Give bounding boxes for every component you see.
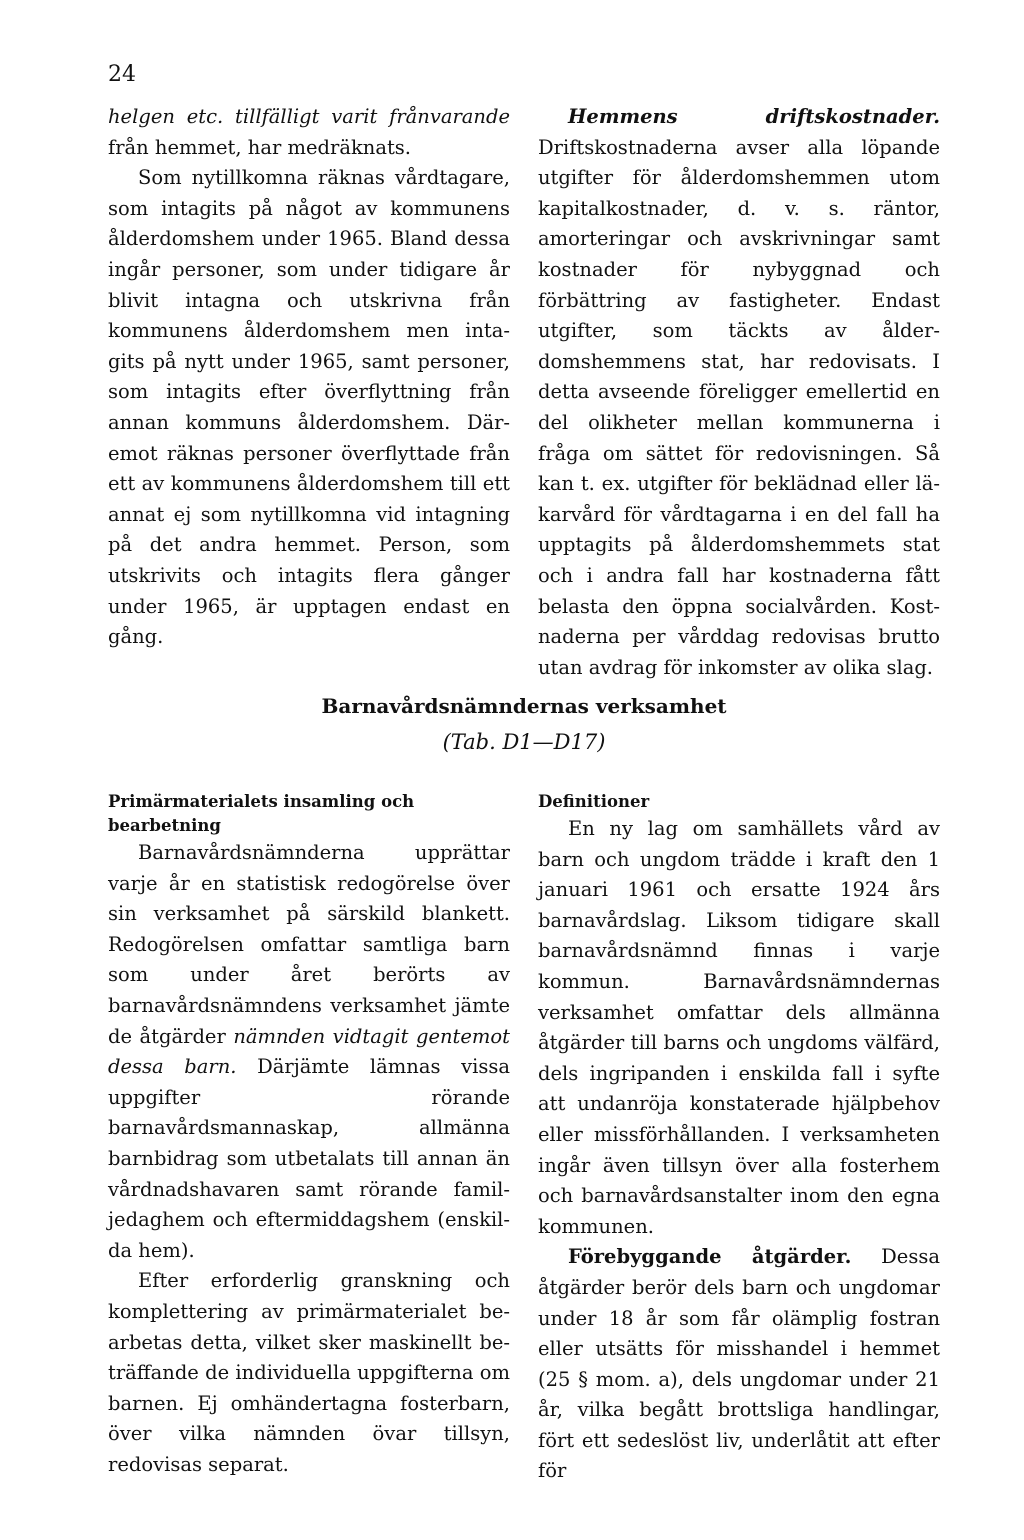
page-number: 24 — [108, 62, 136, 87]
paragraph: En ny lag om samhällets vård av barn och ungdom trädde i kraft den 1 januari 1961 och ersatte 1924 års barnavårdslag. Liksom tidigare skall barnavårdsnämnd finnas i varje kommun. Barnavårdsnämndernas verksamhet omfattar dels allmänna åtgärder till barns och ungdoms välfärd, dels ingripanden i enskilda fall i syfte att undanröja konstaterade hjälpbehov eller missförhållanden. I verksamheten ingår även tillsyn över alla fosterhem och barnavårdsanstalter inom den egna kommunen. — [538, 817, 940, 1238]
paragraph — [108, 838, 510, 1266]
subheading: Definitioner — [538, 792, 650, 811]
italic-text: helgen etc. tillfälligt varit frånvarande — [108, 105, 510, 128]
paragraph — [538, 102, 940, 683]
paragraph: Som nytillkomna räknas vårdtagare, som intagits på något av kommunens ålderdomshem under 1965. Bland dessa ingår personer, som under tidigare år blivit intagna och utskrivna från kommunens ålderdomshem men intagits på nytt under 1965, samt personer, som intagits efter överflyttning från annan kommuns ålderdomshem. Däremot räknas personer överflyttade från ett av kommunens ålderdomshem till ett annat ej som nytillkomna vid intagning på det andra hemmet. Person, som utskrivits och intagits flera gånger under 1965, är upptagen endast en gång. — [108, 166, 510, 649]
bottom-right-column — [538, 790, 940, 1487]
section-title: Barnavårdsnämndernas verksamhet — [321, 694, 727, 718]
section-table-reference: (Tab. D1—D17) — [442, 730, 606, 754]
subheading: Primärmaterialets insamling och bearbetning — [108, 792, 415, 835]
paragraph: Efter erforderlig granskning och komplettering av primärmaterialet bearbetas detta, vilket sker maskinellt beträffande de individuella uppgifterna om barnen. Ej omhändertagna fosterbarn, över vilka nämnden övar tillsyn, redovisas separat. — [108, 1269, 510, 1476]
body-text: Dessa åtgärder berör dels barn och ungdomar under 18 år som får olämplig fostran eller utsätts för misshandel i hemmet (25 § mom. a), dels ungdomar under 21 år, vilka begått brottsliga handlingar, fört ett sedeslöst liv, underlåtit att efter för — [538, 1245, 940, 1483]
top-left-column — [108, 102, 510, 653]
paragraph — [538, 1242, 940, 1487]
top-right-column — [538, 102, 940, 683]
body-text: från hemmet, har medräknats. — [108, 135, 411, 159]
body-text: Barnavårdsnämnderna upprättar varje år en statistisk redogörelse över sin verksamhet på särskild blankett. Redogörelsen omfattar samtliga barn som under året berörts av barnavårdsnämndens verksamhet jämte de åtgärder — [108, 841, 510, 1048]
bottom-left-column — [108, 790, 510, 1480]
run-in-heading: Förebyggande åtgärder. — [568, 1245, 852, 1269]
run-in-heading: Hemmens driftskostnader. — [568, 105, 940, 128]
body-text: Driftskostnaderna avser alla löpande utgifter för ålderdomshemmen utom kapitalkostnader, d. v. s. räntor, amorteringar och avskrivningar samt kostnader för nybyggnad och förbättring av fastigheter. Endast utgifter, som täckts av ålderdomshemmens stat, har redovisats. I detta avseende föreligger emellertid en del olikheter mellan kommunerna i fråga om sättet för redovisningen. Så kan t. ex. utgifter för beklädnad eller läkarvård för vårdtagarna i en del fall ha upptagits på ålderdomshemmets stat och i andra fall har kostnaderna fått belasta den öppna socialvården. Kostnaderna per vårddag redovisas brutto utan avdrag för inkomster av olika slag. — [538, 135, 940, 679]
paragraph — [108, 102, 510, 163]
body-text: Därjämte lämnas vissa uppgifter rörande barnavårdsmannaskap, allmänna barnbidrag som utbetalats till annan än vårdnadshavaren samt rörande familjedaghem och eftermiddagshem (enskilda hem). — [108, 1055, 510, 1262]
italic-text: nämnden vidtagit gentemot dessa barn. — [108, 1024, 510, 1079]
